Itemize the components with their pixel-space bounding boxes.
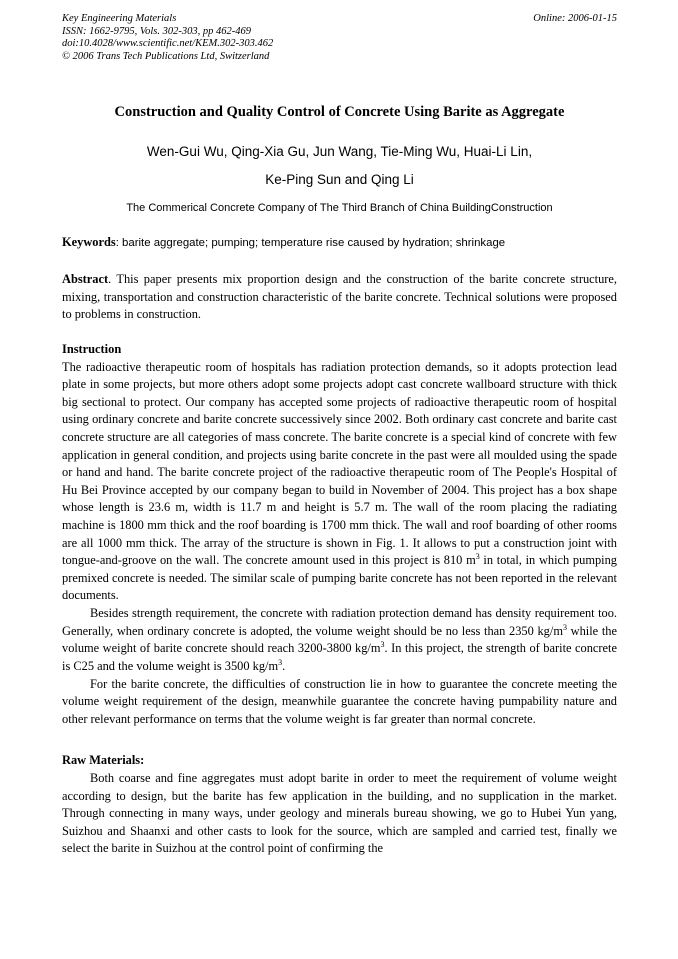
- section-heading-instruction: Instruction: [62, 341, 122, 356]
- affiliation: The Commerical Concrete Company of The Third Branch of China BuildingConstruction: [126, 201, 553, 214]
- section-heading-raw-materials: Raw Materials:: [62, 753, 145, 768]
- instruction-paragraph-3: For the barite concrete, the difficulties of construction lie in how to guarantee the concrete meeting the volume weight requirement of the design, meanwhile guarantee the concrete having pumpability nature and other relevant performance on terms that the volume weight is far greater than normal concrete.: [62, 676, 617, 726]
- abstract-paragraph: [62, 271, 617, 324]
- paper-title: Construction and Quality Control of Concrete Using Barite as Aggregate: [114, 104, 565, 121]
- abstract-label: Abstract: [62, 272, 109, 287]
- authors-line-2: Ke-Ping Sun and Qing Li: [265, 171, 414, 187]
- journal-name: Key Engineering Materials: [62, 13, 177, 24]
- instruction-paragraph-1: The radioactive therapeutic room of hospitals has radiation protection demands, so it adopts protection lead plate in some projects, but more others adopt some projects adopt cast concrete wallboard structure with thick big sectional to protect. Our company has accepted some projects of radioactive therapeutic room of hospital using ordinary concrete and barite concrete successively since 2002. Both ordinary cast concrete and barite cast concrete structure are all categories of mass concrete. The barite concrete is a special kind of concrete with few application in general condition, and projects using barite concrete in the past were all moulded using the spade or hand and hand. The barite concrete project of the radioactive therapeutic room of The People's Hospital of Hu Bei Province accepted by our company began to build in November of 2004. This project has a box shape whose length is 23.6 m, width is 11.7 m and height is 5.7 m. The wall of the room placing the radiating machine is 1800 mm thick and the roof boarding is 1700 mm thick. The wall and roof boarding of other rooms are all 1000 mm thick. The array of the structure is shown in Fig. 1. It allows to put a construction joint with tongue-and-groove on the wall. The concrete amount used in this project is 810 $m^3$ in total, in which pumping premixed concrete is needed. The similar scale of pumping barite concrete has not been reported in the relevant documents.: [62, 359, 617, 603]
- keywords-label: Keywords: [62, 234, 116, 249]
- journal-header: [62, 13, 617, 63]
- keywords-text: : barite aggregate; pumping; temperature rise caused by hydration; shrinkage: [115, 236, 506, 249]
- instruction-paragraph-2: Besides strength requirement, the concrete with radiation protection demand has density requirement too. Generally, when ordinary concrete is adopted, the volume weight should be no less than 2350 $kg/m^3$ while the volume weight of barite concrete should reach 3200-3800 $kg/m^3$. In this project, the strength of barite concrete is C25 and the volume weight is 3500 $kg/m^3$.: [62, 606, 617, 673]
- online-date: Online: 2006-01-15: [533, 13, 617, 24]
- keywords-line: [62, 234, 617, 252]
- journal-issn-line: ISSN: 1662-9795, Vols. 302-303, pp 462-469: [62, 25, 251, 37]
- journal-copyright-line: © 2006 Trans Tech Publications Ltd, Switzerland: [62, 50, 270, 62]
- authors-line-1: Wen-Gui Wu, Qing-Xia Gu, Jun Wang, Tie-Ming Wu, Huai-Li Lin,: [146, 143, 533, 159]
- journal-info-block: [62, 13, 273, 63]
- raw-materials-paragraph-1: Both coarse and fine aggregates must adopt barite in order to meet the requirement of volume weight according to design, but the barite has few application in the building, and no supplication in the market. Through connecting in many ways, under geology and minerals bureau showing, we go to Hubei Yun yang, Suizhou and Shaanxi and other casts to look for the source, which are sampled and carried test, finally we select the barite in Suizhou at the control point of confirming the: [62, 770, 617, 856]
- journal-doi-line: doi:10.4028/www.scientific.net/KEM.302-303.462: [62, 38, 274, 50]
- abstract-text: . This paper presents mix proportion design and the construction of the barite concrete structure, mixing, transportation and construction characteristic of the barite concrete. Technical solutions were proposed to problems in construction.: [62, 272, 617, 322]
